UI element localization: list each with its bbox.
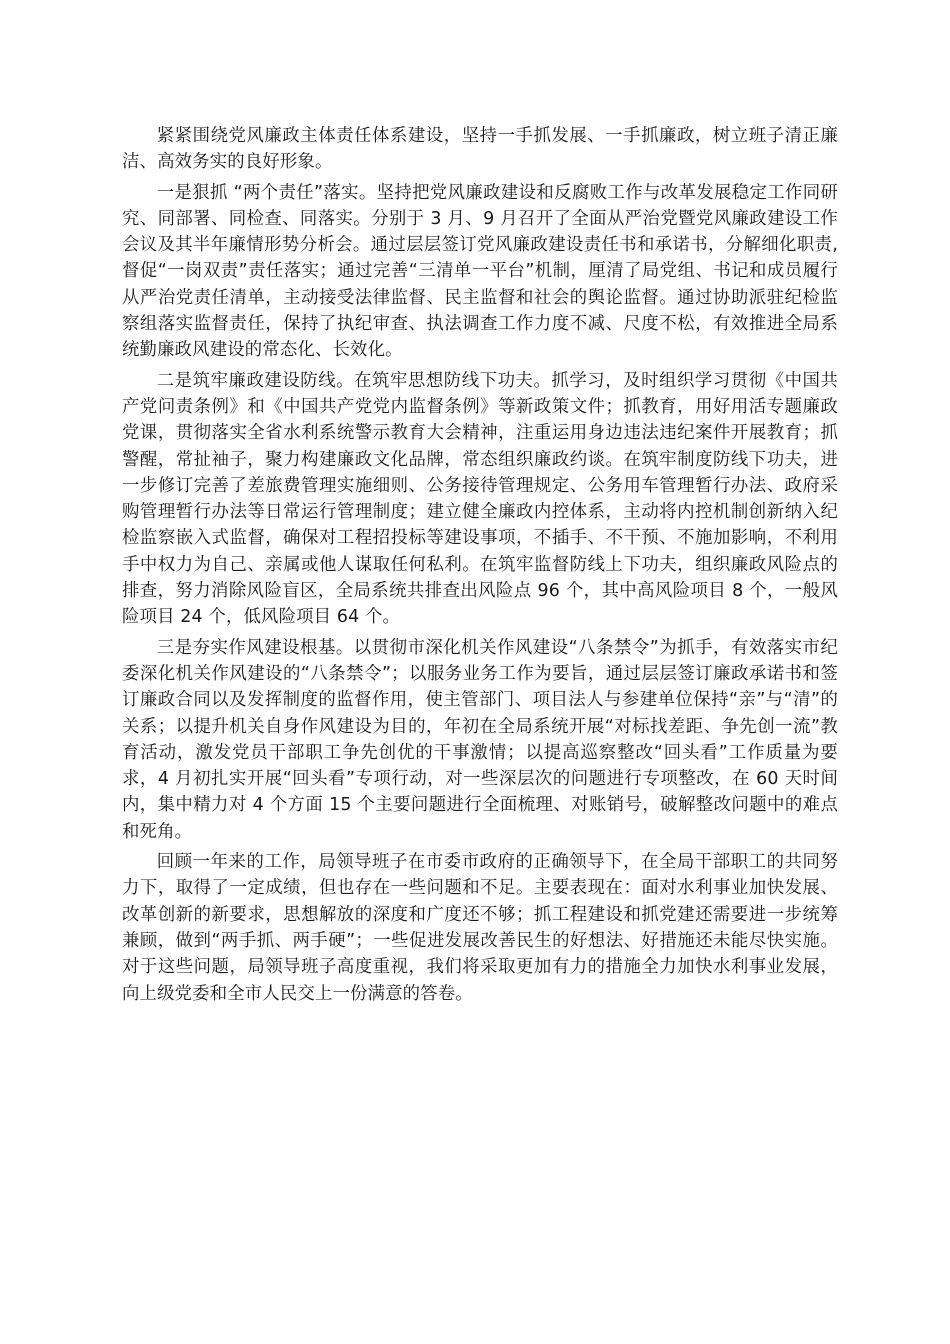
paragraph-review: 回顾一年来的工作，局领导班子在市委市政府的正确领导下，在全局干部职工的共同努力下，取得了一定成绩，但也存在一些问题和不足。主要表现在：面对水利事业加快发展、改革创新的新要求，思想解放的深度和广度还不够；抓工程建设和抓党建还需要进一步统筹兼顾，做到“两手抓、两手硬”；一些促进发展改善民生的好想法、好措施还未能尽快实施。对于这些问题，局领导班子高度重视，我们将采取更加有力的措施全力加快水利事业发展，向上级党委和全市人民交上一份满意的答卷。 bbox=[122, 852, 838, 1004]
paragraph-intro: 紧紧围绕党风廉政主体责任体系建设，坚持一手抓发展、一手抓廉政，树立班子清正廉洁、高效务实的良好形象。 bbox=[122, 126, 838, 173]
paragraph-integrity-defense: 二是筑牢廉政建设防线。在筑牢思想防线下功夫。抓学习，及时组织学习贯彻《中国共产党问责条例》和《中国共产党党内监督条例》等新政策文件；抓教育，用好用活专题廉政党课，贯彻落实全省水利系统警示教育大会精神，注重运用身边违法违纪案件开展教育；抓警醒，常扯袖子，聚力构建廉政文化品牌，常态组织廉政约谈。在筑牢制度防线下功夫，进一步修订完善了差旅费管理实施细则、公务接待管理规定、公务用车管理暂行办法、政府采购管理暂行办法等日常运行管理制度；建立健全廉政内控体系，主动将内控机制创新纳入纪检监察嵌入式监督，确保对工程招投标等建设事项，不插手、不干预、不施加影响，不利用手中权力为自己、亲属或他人谋取任何私利。在筑牢监督防线上下功夫，组织廉政风险点的排查，努力消除风险盲区，全局系统共排查出风险点 96 个，其中高风险项目 8 个，一般风险项目 24 个，低风险项目 64 个。 bbox=[122, 370, 838, 628]
paragraph-work-style: 三是夯实作风建设根基。以贯彻市深化机关作风建设“八条禁令”为抓手，有效落实市纪委深化机关作风建设的“八条禁令”；以服务业务工作为要旨，通过层层签订廉政承诺书和签订廉政合同以及发挥制度的监督作用，使主管部门、项目法人与参建单位保持“亲”与“清”的关系；以提升机关自身作风建设为目的，年初在全局系统开展“对标找差距、争先创一流”教育活动，激发党员干部职工争先创优的干事激情；以提高巡察整改“回头看”工作质量为要求，4 月初扎实开展“回头看”专项行动，对一些深层次的问题进行专项整改，在 60 天时间内，集中精力对 4 个方面 15 个主要问题进行全面梳理、对账销号，破解整改问题中的难点和死角。 bbox=[122, 637, 838, 842]
paragraph-two-responsibilities: 一是狠抓 “两个责任”落实。坚持把党风廉政建设和反腐败工作与改革发展稳定工作同研究、同部署、同检查、同落实。分别于 3 月、9 月召开了全面从严治党暨党风廉政建设工作会议及其半年廉情形势分析会。通过层层签订党风廉政建设责任书和承诺书，分解细化职责,督促“一岗双责”责任落实；通过完善“三清单一平台”机制，厘清了局党组、书记和成员履行从严治党责任清单，主动接受法律监督、民主监督和社会的舆论监督。通过协助派驻纪检监察组落实监督责任，保持了执纪审查、执法调查工作力度不减、尺度不松，有效推进全局系统勤廉政风建设的常态化、长效化。 bbox=[122, 182, 838, 361]
document-body bbox=[122, 123, 838, 1011]
